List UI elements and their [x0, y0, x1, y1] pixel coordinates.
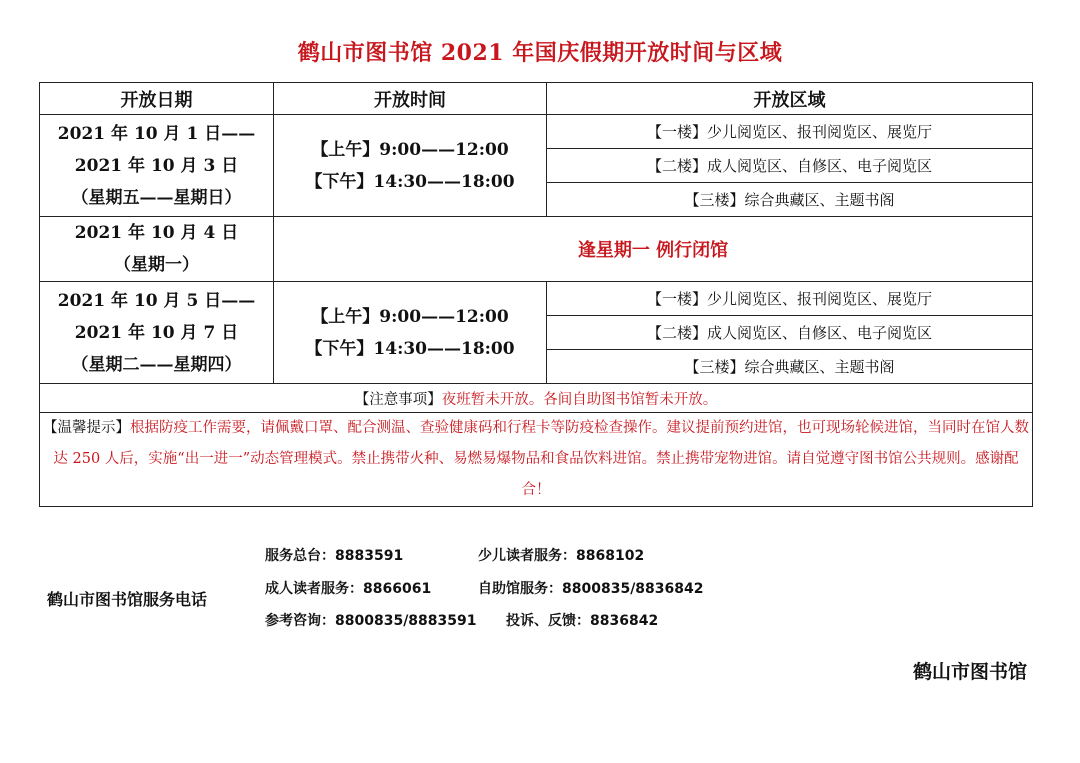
- date-line: 2021 年 10 月 3 日: [74, 155, 239, 176]
- area-cell: 【三楼】综合典藏区、主题书阁: [547, 183, 1033, 217]
- signature: 鹤山市图书馆: [913, 661, 1028, 683]
- table-row: [40, 217, 1033, 282]
- time-pm: 【下午】14:30——18:00: [305, 171, 515, 192]
- contact-item: 成人读者服务：8866061: [265, 581, 432, 597]
- notice-row: [40, 384, 1033, 413]
- time-pm: 【下午】14:30——18:00: [305, 338, 515, 359]
- table-row: [40, 282, 1033, 316]
- table-header-row: [40, 83, 1033, 115]
- header-area: 开放区域: [547, 83, 1033, 115]
- tip-row: [40, 413, 1033, 507]
- date-line: 2021 年 10 月 5 日——: [57, 290, 256, 311]
- notice-text: 夜班暂未开放。各间自助图书馆暂未开放。: [441, 391, 718, 408]
- header-date: 开放日期: [40, 83, 274, 115]
- time-am: 【上午】9:00——12:00: [311, 306, 509, 327]
- tip-cell: [40, 413, 1033, 507]
- area-cell: 【一楼】少儿阅览区、报刊阅览区、展览厅: [547, 115, 1033, 149]
- contact-item: 服务总台：8883591: [265, 548, 404, 564]
- contact-item: 少儿读者服务：8868102: [478, 548, 645, 564]
- date-line: （星期五——星期日）: [71, 187, 242, 208]
- date-line: 2021 年 10 月 7 日: [74, 322, 239, 343]
- contact-item: 参考咨询：8800835/8883591: [265, 613, 477, 629]
- notice-label: 【注意事项】: [354, 391, 442, 408]
- area-cell: 【二楼】成人阅览区、自修区、电子阅览区: [547, 316, 1033, 350]
- area-cell: 【一楼】少儿阅览区、报刊阅览区、展览厅: [547, 282, 1033, 316]
- contacts-title: 鹤山市图书馆服务电话: [47, 590, 208, 609]
- area-cell: 【三楼】综合典藏区、主题书阁: [547, 350, 1033, 384]
- closed-notice: 逢星期一 例行闭馆: [274, 217, 1033, 282]
- contact-item: 投诉、反馈：8836842: [506, 613, 659, 629]
- schedule-table: [39, 82, 1033, 507]
- date-line: （星期一）: [114, 255, 199, 275]
- time-cell: [274, 282, 547, 384]
- tip-label: 【温馨提示】: [43, 420, 130, 436]
- header-time: 开放时间: [274, 83, 547, 115]
- date-line: （星期二——星期四）: [71, 354, 242, 375]
- date-line: 2021 年 10 月 1 日——: [57, 123, 256, 144]
- date-cell: [40, 282, 274, 384]
- time-am: 【上午】9:00——12:00: [311, 139, 509, 160]
- contact-item: 自助馆服务：8800835/8836842: [478, 581, 704, 597]
- date-cell: [40, 217, 274, 282]
- table-row: [40, 115, 1033, 149]
- page-title: 鹤山市图书馆 2021 年国庆假期开放时间与区域: [297, 40, 783, 66]
- time-cell: [274, 115, 547, 217]
- notice-cell: [40, 384, 1033, 413]
- tip-text: 根据防疫工作需要，请佩戴口罩、配合测温、查验健康码和行程卡等防疫检查操作。建议提前预约进馆，也可现场轮候进馆，当同时在馆人数达 250 人后，实施“出一进一”动态管理模式。禁止携带火种、易燃易爆物品和食品饮料进馆。禁止携带宠物进馆。请自觉遵守图书馆公共规则。感谢配合！: [53, 420, 1029, 498]
- area-cell: 【二楼】成人阅览区、自修区、电子阅览区: [547, 149, 1033, 183]
- date-line: 2021 年 10 月 4 日: [74, 223, 239, 243]
- date-cell: [40, 115, 274, 217]
